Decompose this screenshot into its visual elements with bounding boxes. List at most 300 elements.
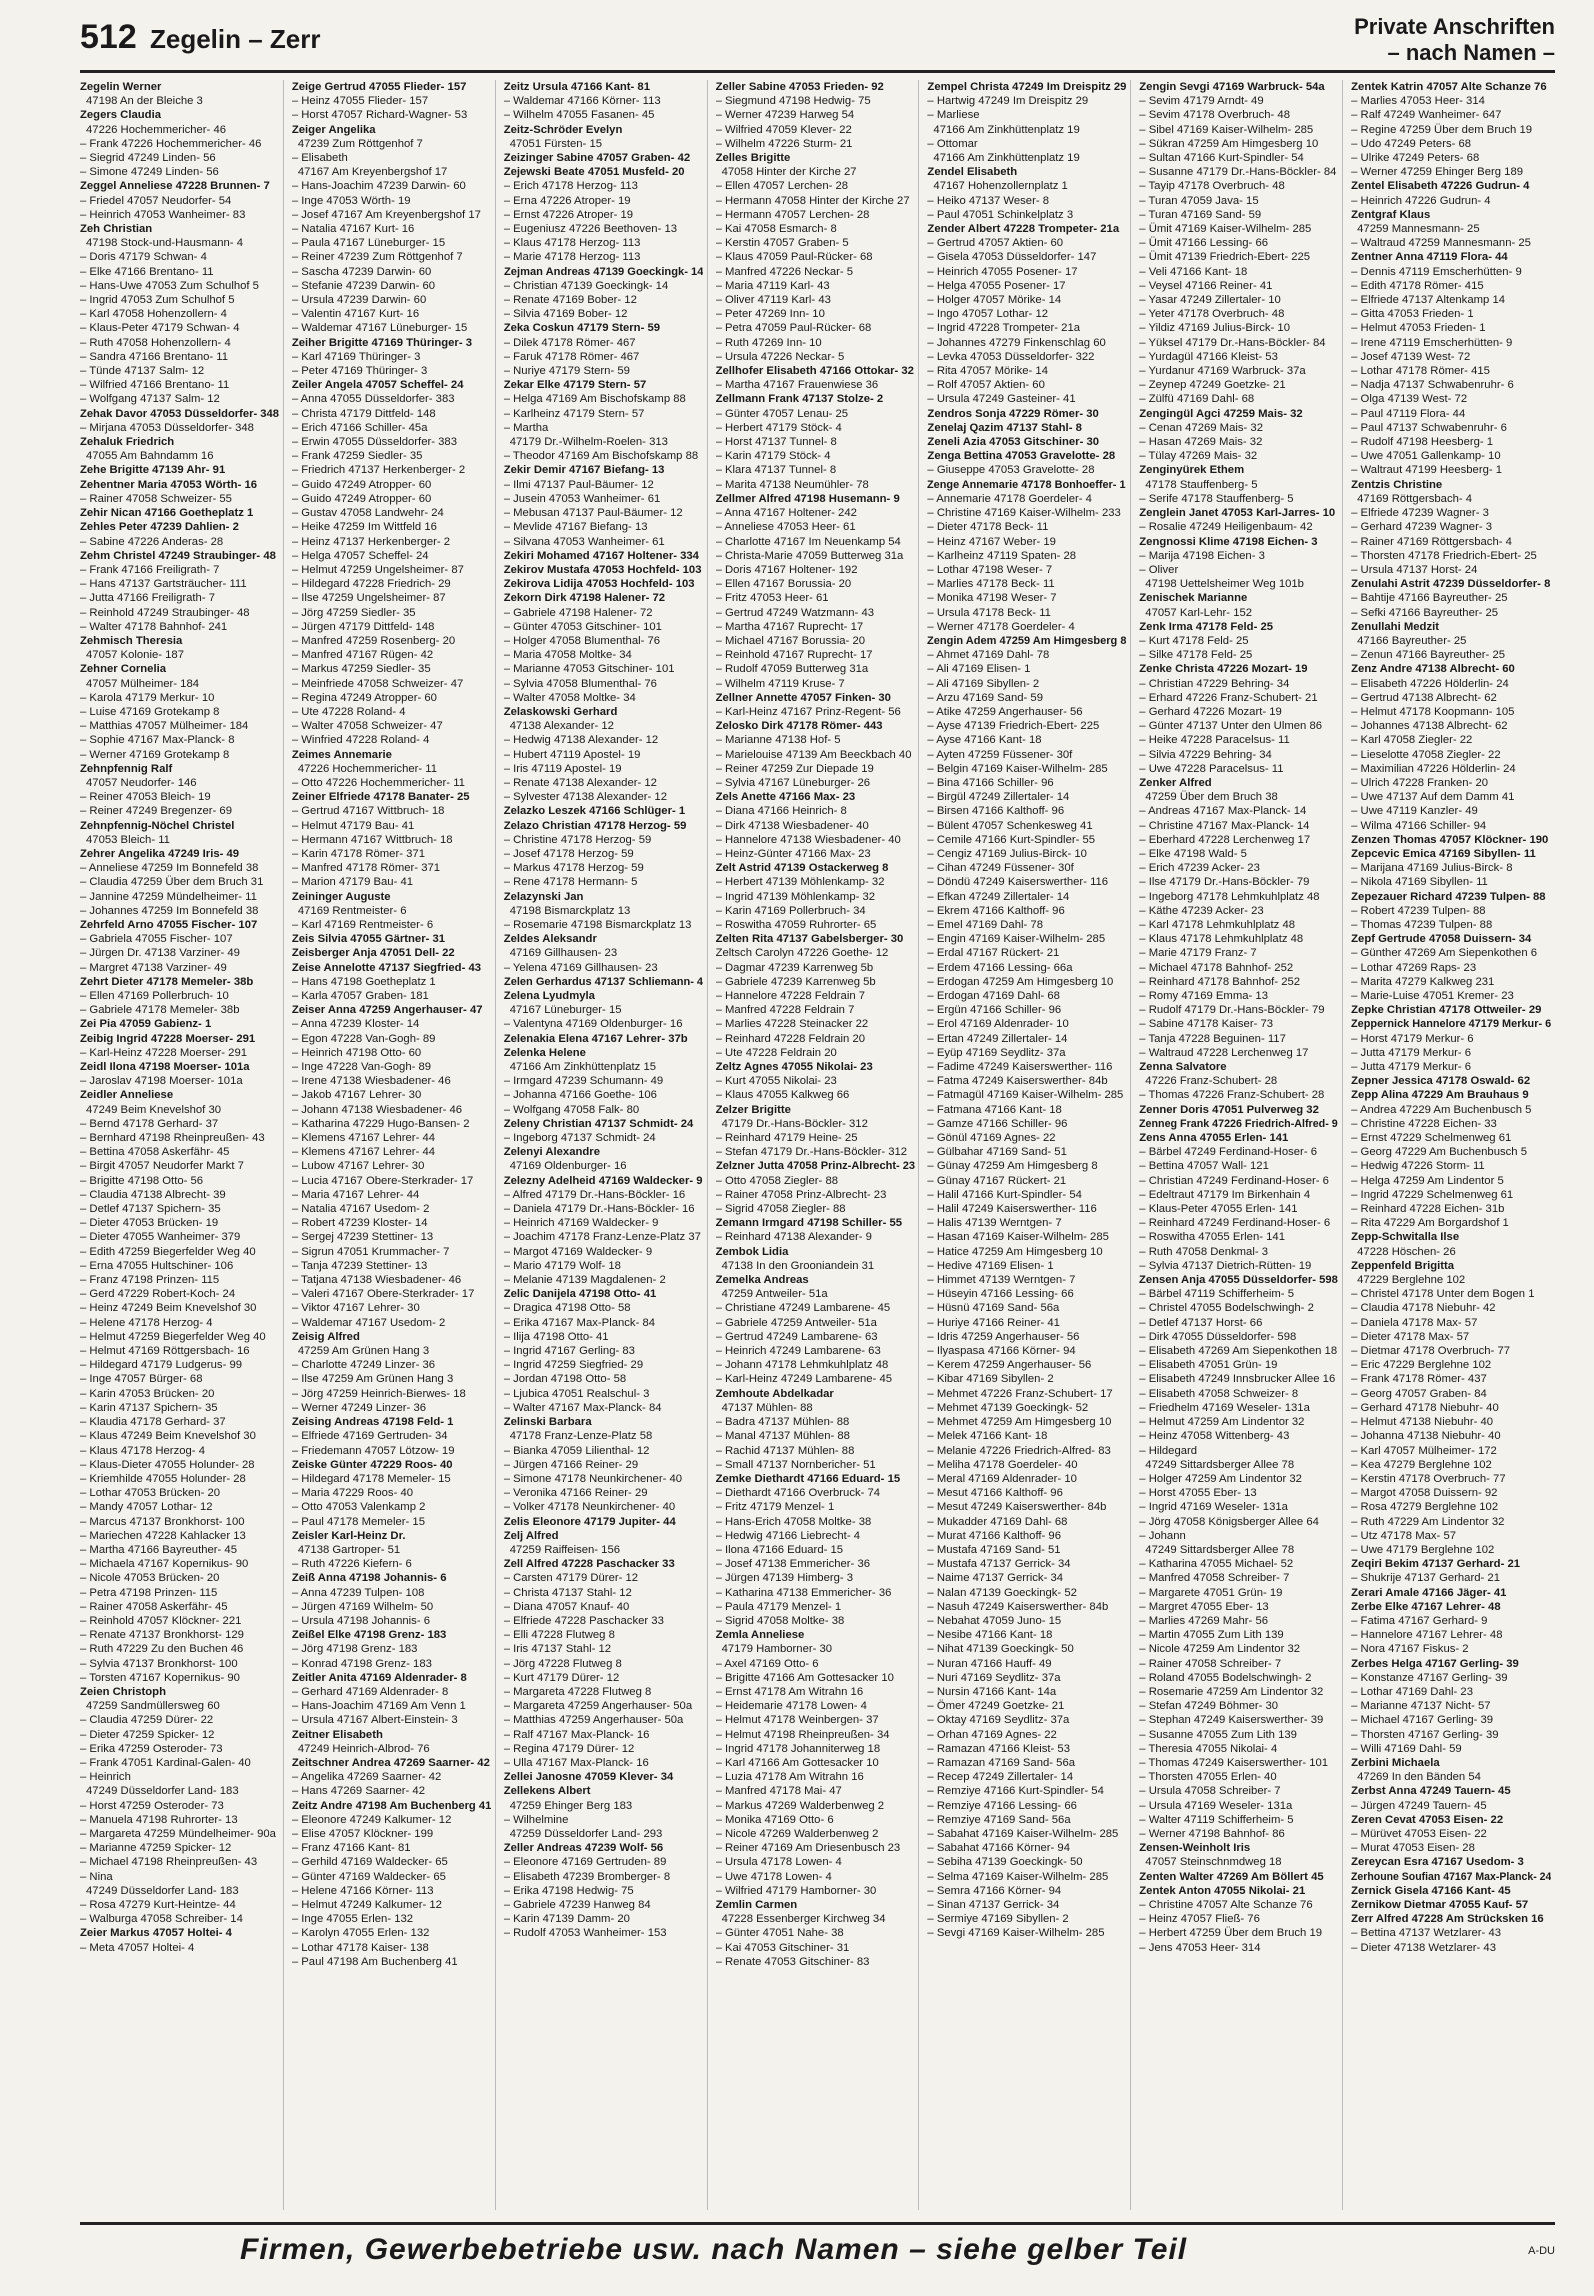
directory-entry: – Maria 47229 Roos- 40 [291,1487,414,1500]
directory-entry: – Diana 47057 Knauf- 40 [503,1600,630,1613]
directory-entry: – Erich 47178 Herzog- 113 [503,180,638,193]
directory-entry: – Kibar 47169 Sibyllen- 2 [927,1373,1054,1386]
directory-entry: – Marlies 47228 Steinacker 22 [715,1018,869,1031]
directory-entry: – Ursula 47058 Schreiber- 7 [1139,1785,1281,1798]
directory-name-heading: Zeise Annelotte 47137 Siegfried- 43 [291,961,482,974]
directory-entry: – Claudia 47259 Dürer- 22 [80,1714,214,1727]
directory-entry: – Tayip 47178 Overbruch- 48 [1139,180,1285,193]
directory-entry: – Reinhold 47057 Klöckner- 221 [80,1614,242,1627]
directory-entry: 47259 Ehinger Berg 183 [509,1799,633,1812]
directory-entry: 47249 Düsseldorfer Land- 183 [86,1785,239,1798]
directory-entry: 47259 Am Grünen Hang 3 [297,1345,430,1358]
directory-entry: – Elisabeth [291,152,348,165]
directory-entry: – Meta 47057 Holtei- 4 [80,1941,195,1954]
directory-entry: – Gerhild 47169 Waldecker- 65 [291,1856,448,1869]
directory-column [292,80,496,2210]
directory-entry: – Axel 47169 Otto- 6 [715,1657,819,1670]
directory-entry: – Gönül 47169 Agnes- 22 [927,1132,1056,1145]
directory-entry: – Semra 47166 Körner- 94 [927,1884,1062,1897]
directory-entry: 47198 An der Bleiche 3 [86,95,203,108]
directory-entry: – Eugeniusz 47226 Beethoven- 13 [503,223,678,236]
directory-entry: – Simone 47178 Neunkirchener- 40 [503,1472,683,1485]
directory-entry: – Roland 47055 Bodelschwingh- 2 [1139,1671,1312,1684]
directory-entry: – Holger 47058 Blumenthal- 76 [503,634,661,647]
directory-entry: – Gabriele 47239 Karrenweg 5b [715,975,876,988]
directory-entry: – Mehmet 47139 Goeckingk- 52 [927,1401,1089,1414]
directory-entry: – Fritz 47179 Menzel- 1 [715,1501,835,1514]
directory-entry: – Katharina 47138 Emmericher- 36 [715,1586,892,1599]
directory-entry: – Klaudia 47178 Gerhard- 37 [80,1416,226,1429]
directory-entry: – Karin 47178 Römer- 371 [291,847,425,860]
directory-entry: – Rainer 47058 Askerfähr- 45 [80,1600,228,1613]
directory-entry: – Mariechen 47228 Kahlacker 13 [80,1529,246,1542]
directory-name-heading: Zelen Gerhardus 47137 Schliemann- 4 [503,975,703,988]
directory-entry: – Mesut 47166 Kalthoff- 96 [927,1487,1063,1500]
directory-entry: – Helmut 47179 Bau- 41 [291,819,415,832]
directory-entry: – Ilse 47259 Am Grünen Hang 3 [291,1373,454,1386]
directory-name-heading: Zeitner Elisabeth [291,1728,383,1741]
directory-entry: – Christian 47139 Goeckingk- 14 [503,279,669,292]
directory-entry: – Klaus 47249 Beim Knevelshof 30 [80,1430,256,1443]
directory-entry: – Ayse 47166 Kant- 18 [927,734,1042,747]
directory-entry: – Yasar 47249 Zillertaler- 10 [1139,294,1281,307]
directory-entry: – Marie-Luise 47051 Kremer- 23 [1351,990,1514,1002]
directory-entry: – Viktor 47167 Lehrer- 30 [291,1302,420,1315]
directory-entry: – Elise 47057 Klöckner- 199 [291,1827,434,1840]
directory-entry: – Ruth 47269 Inn- 10 [715,336,822,349]
directory-entry: – Thomas 47249 Kaiserswerther- 101 [1139,1756,1329,1769]
directory-column [1351,80,1555,2210]
directory-entry: – Horst 47057 Richard-Wagner- 53 [291,109,468,122]
section-title-line1: Private Anschriften [1354,14,1555,39]
directory-entry: – Mustafa 47169 Sand- 51 [927,1543,1061,1556]
directory-entry: – Rainer 47058 Prinz-Albrecht- 23 [715,1188,887,1201]
directory-entry: – Michael 47178 Bahnhof- 252 [1139,961,1294,974]
directory-entry: – Josef 47138 Emmericher- 36 [715,1558,871,1571]
directory-entry: – Marija 47198 Eichen- 3 [1139,549,1265,562]
directory-entry: – Marianne 47138 Hof- 5 [715,734,841,747]
directory-entry: – Luzia 47178 Am Witrahn 16 [715,1771,864,1784]
directory-entry: – Ahmet 47169 Dahl- 78 [927,649,1050,662]
directory-name-heading: Zeggel Anneliese 47228 Brunnen- 7 [80,180,270,193]
directory-entry: – Jens 47053 Heer- 314 [1139,1941,1261,1954]
directory-entry: – Ertan 47249 Zillertaler- 14 [927,1032,1068,1045]
directory-entry: – Jutta 47166 Freiligrath- 7 [80,592,216,605]
directory-entry: – Marie 47179 Franz- 7 [1139,947,1257,960]
directory-name-heading: Zeitz Ursula 47166 Kant- 81 [503,81,650,93]
directory-entry: – Atike 47259 Angerhauser- 56 [927,705,1083,718]
directory-entry: – Uwe 47178 Lowen- 4 [715,1870,832,1883]
directory-entry: – Elisabeth 47058 Schweizer- 8 [1139,1387,1299,1400]
directory-entry: – Erna 47226 Atroper- 19 [503,194,631,207]
directory-entry: – Manfred 47226 Neckar- 5 [715,265,854,278]
directory-entry: – Ellen 47169 Pollerbruch- 10 [80,990,229,1002]
directory-entry: – Silvia 47169 Bober- 12 [503,308,628,321]
directory-entry: – Yeter 47178 Overbruch- 48 [1139,308,1285,321]
directory-entry: – Walburga 47058 Schreiber- 14 [80,1913,243,1926]
directory-entry: – Markus 47259 Siedler- 35 [291,663,431,676]
directory-entry: – Jürgen 47169 Wilhelm- 50 [291,1600,434,1613]
directory-entry: – Hüseyin 47166 Lessing- 66 [927,1288,1074,1301]
directory-entry: 47166 Bayreuther- 25 [1357,634,1467,647]
directory-entry: – Helmut 47053 Frieden- 1 [1351,322,1486,335]
directory-entry: – Alfred 47179 Dr.-Hans-Böckler- 16 [503,1188,686,1201]
directory-entry: – Jürgen Dr. 47138 Varziner- 49 [80,947,240,960]
directory-entry: – Bärbel 47119 Schifferheim- 5 [1139,1288,1294,1301]
directory-entry: – Rita 47229 Am Borgardshof 1 [1351,1217,1509,1230]
directory-entry: – Roswitha 47055 Erlen- 141 [1139,1231,1285,1244]
directory-entry: – Ursula 47137 Horst- 24 [1351,563,1478,576]
directory-entry: – Olga 47139 West- 72 [1351,393,1468,406]
directory-entry: – Hermann 47058 Hinter der Kirche 27 [715,194,910,207]
directory-entry: 47249 Sittardsberger Allee 78 [1145,1458,1295,1471]
directory-name-heading: Zell Alfred 47228 Paschacker 33 [503,1558,675,1571]
directory-entry: – Inge 47228 Van-Gogh- 89 [291,1061,432,1074]
directory-entry: – Uwe 47137 Auf dem Damm 41 [1351,791,1515,804]
directory-name-heading: Zelj Alfred [503,1529,559,1542]
directory-entry: – Ilse 47179 Dr.-Hans-Böckler- 79 [1139,876,1310,889]
directory-name-heading: Zelena Lyudmyla [503,990,595,1002]
directory-entry: – Reinhard 47228 Feldrain 20 [715,1032,866,1045]
directory-entry: – Ilyaspasa 47166 Körner- 94 [927,1345,1076,1358]
directory-entry: – Daniela 47179 Dr.-Hans-Böckler- 16 [503,1203,695,1216]
directory-entry: – Gitta 47053 Frieden- 1 [1351,308,1474,321]
directory-entry: – Willi 47169 Dahl- 59 [1351,1742,1462,1755]
directory-name-heading: Zeien Christoph [80,1685,166,1698]
directory-entry: – Karlheinz 47119 Spaten- 28 [927,549,1077,562]
directory-entry: – Claudia 47138 Albrecht- 39 [80,1188,226,1201]
directory-entry: – Utz 47178 Max- 57 [1351,1529,1457,1542]
directory-name-heading: Zentel Elisabeth 47226 Gudrun- 4 [1351,180,1530,193]
directory-entry: – Nebahat 47059 Juno- 15 [927,1614,1062,1627]
directory-name-heading: Zempel Christa 47249 Im Dreispitz 29 [927,81,1127,93]
directory-entry: – Ursula 47178 Beck- 11 [927,606,1051,619]
directory-entry: – Ulla 47167 Max-Planck- 16 [503,1756,649,1769]
directory-name-heading: Zentner Anna 47119 Flora- 44 [1351,251,1508,264]
directory-entry: – Tülay 47269 Mais- 32 [1139,450,1258,463]
directory-entry: 47053 Bleich- 11 [86,833,170,846]
directory-entry: 47169 Gillhausen- 23 [509,947,618,960]
directory-name-heading: Zepezauer Richard 47239 Tulpen- 88 [1351,890,1546,903]
directory-entry: – Michael 47167 Gerling- 39 [1351,1714,1494,1727]
directory-name-heading: Zendel Elisabeth [927,166,1018,179]
directory-entry: – Ingrid 47139 Möhlenkamp- 32 [715,890,876,903]
directory-name-heading: Zelazo Christian 47178 Herzog- 59 [503,819,687,832]
directory-entry: – Hasan 47269 Mais- 32 [1139,436,1263,449]
directory-entry: – Erdal 47167 Rückert- 21 [927,947,1060,960]
directory-entry: – Andrea 47229 Am Buchenbusch 5 [1351,1103,1532,1116]
directory-name-heading: Zelazynski Jan [503,890,584,903]
directory-entry: – Rudolf 47198 Heesberg- 1 [1351,436,1494,449]
directory-name-heading: Zemann Irmgard 47198 Schiller- 55 [715,1217,903,1230]
directory-entry: – Ingrid 47167 Gerling- 83 [503,1345,635,1358]
directory-entry: – Margareta 47259 Angerhauser- 50a [503,1700,693,1713]
directory-entry: – Mürüvet 47053 Eisen- 22 [1351,1827,1487,1840]
directory-entry: – Martin 47055 Zum Lith 139 [1139,1629,1284,1642]
directory-entry: 47057 Mülheimer- 184 [86,677,200,690]
directory-entry: – Karl 47169 Rentmeister- 6 [291,918,434,931]
directory-entry: – Cihan 47249 Füssener- 30f [927,862,1074,875]
directory-entry: – Sefki 47166 Bayreuther- 25 [1351,606,1499,619]
directory-entry: 47226 Franz-Schubert- 28 [1145,1075,1278,1088]
directory-entry: – Valentin 47167 Kurt- 16 [291,308,420,321]
directory-entry: – Waldemar 47167 Lüneburger- 15 [291,322,468,335]
directory-name-heading: Zerbst Anna 47249 Tauern- 45 [1351,1785,1511,1798]
directory-entry: 47228 Essenberger Kirchweg 34 [721,1913,886,1926]
directory-entry: – Rosemarie 47259 Am Lindentor 32 [1139,1685,1324,1698]
directory-entry: – Matthias 47259 Angerhauser- 50a [503,1714,684,1727]
directory-entry: 47249 Sittardsberger Allee 78 [1145,1543,1295,1556]
directory-entry: – Ralf 47249 Wanheimer- 647 [1351,109,1502,122]
directory-entry: – Margret 47055 Eber- 13 [1139,1600,1269,1613]
directory-entry: – Ingeborg 47178 Lehmkuhlplatz 48 [1139,890,1320,903]
directory-entry: – Wilfried 47179 Hamborner- 30 [715,1884,877,1897]
directory-entry: – Joachim 47178 Franz-Lenze-Platz 37 [503,1231,701,1244]
directory-entry: – Ingrid 47228 Trompeter- 21a [927,322,1081,335]
directory-entry: – Ursula 47169 Weseler- 131a [1139,1799,1293,1812]
directory-name-heading: Zenz Andre 47138 Albrecht- 60 [1351,663,1515,676]
directory-entry: – Sinan 47137 Gerrick- 34 [927,1899,1060,1911]
directory-entry: – Nicole 47269 Walderbenweg 2 [715,1827,879,1840]
directory-entry: 47249 Heinrich-Albrod- 76 [297,1742,430,1755]
directory-entry: – Uwe 47119 Kanzler- 49 [1351,805,1478,818]
directory-entry: – Anneliese 47259 Im Bonnefeld 38 [80,862,259,875]
directory-entry: – Ilija 47198 Otto- 41 [503,1330,609,1343]
directory-name-heading: Zeh Christian [80,223,153,236]
directory-entry: – Valeri 47167 Obere-Sterkrader- 17 [291,1288,475,1301]
directory-entry: – Horst 47055 Eber- 13 [1139,1487,1257,1500]
directory-entry: – Remziye 47166 Lessing- 66 [927,1799,1077,1812]
directory-name-heading: Zensen Anja 47055 Düsseldorfer- 598 [1139,1274,1339,1287]
directory-entry: – Elfriede 47228 Paschacker 33 [503,1614,664,1627]
directory-entry: – Klara 47137 Tunnel- 8 [715,464,837,477]
directory-entry: – Michael 47167 Borussia- 20 [715,634,866,647]
directory-entry: – Inge 47055 Erlen- 132 [291,1913,414,1926]
directory-entry: – Bina 47166 Schiller- 96 [927,776,1054,789]
directory-name-heading: Zelt Astrid 47139 Ostackerweg 8 [715,862,889,875]
directory-entry: – Regine 47259 Über dem Bruch 19 [1351,123,1533,136]
directory-entry: – Renate 47053 Gitschiner- 83 [715,1955,870,1968]
directory-entry: – Heinz 47055 Flieder- 157 [291,95,429,108]
directory-name-heading: Zender Albert 47228 Trompeter- 21a [927,223,1120,236]
directory-entry: – Veli 47166 Kant- 18 [1139,265,1248,278]
directory-entry: – Remziye 47166 Kurt-Spindler- 54 [927,1785,1104,1798]
directory-entry: – Frank 47051 Kardinal-Galen- 40 [80,1756,251,1769]
directory-entry: 47138 Alexander- 12 [509,720,614,733]
directory-entry: – Rene 47178 Hermann- 5 [503,876,638,889]
directory-entry: – Jannine 47259 Mündelheimer- 11 [80,890,257,903]
directory-entry: – Yildiz 47169 Julius-Birck- 10 [1139,322,1290,335]
directory-name-heading: Zekir Demir 47167 Biefang- 13 [503,464,665,477]
directory-entry: – Sylvia 47058 Blumenthal- 76 [503,677,657,690]
directory-entry: – Martha 47167 Frauenwiese 36 [715,379,879,392]
directory-entry: – Klemens 47167 Lehrer- 44 [291,1132,436,1145]
directory-name-heading: Zeren Cevat 47053 Eisen- 22 [1351,1813,1504,1826]
directory-entry: – Veysel 47166 Reiner- 41 [1139,279,1273,292]
directory-name-heading: Zelten Rita 47137 Gabelsberger- 30 [715,933,904,946]
directory-entry: – Waldemar 47167 Usedom- 2 [291,1316,446,1329]
directory-name-heading: Zelazko Leszek 47166 Schlüger- 1 [503,805,686,818]
directory-entry: – Marielouise 47139 Am Beeckbach 40 [715,748,912,761]
directory-entry: – Helmut 47259 Am Lindentor 32 [1139,1416,1305,1429]
directory-entry: – Hans 47137 Gartsträucher- 111 [80,578,247,591]
directory-entry: – Nadja 47137 Schwabenruhr- 6 [1351,379,1514,392]
directory-entry: – Otto 47226 Hochemmericher- 11 [291,776,465,789]
directory-entry: – Anna 47239 Tulpen- 108 [291,1586,425,1599]
directory-entry: – Natalia 47167 Usedom- 2 [291,1203,430,1216]
directory-name-heading: Zens Anna 47055 Erlen- 141 [1139,1132,1289,1145]
directory-entry: – Heinrich 47169 Waldecker- 9 [503,1217,659,1230]
directory-entry: – Markus 47178 Herzog- 59 [503,862,644,875]
directory-name-heading: Zeis Silvia 47055 Gärtner- 31 [291,933,446,946]
directory-entry: – Gabriele 47239 Hanweg 84 [503,1899,651,1911]
directory-name-heading: Zenginyürek Ethem [1139,464,1245,477]
directory-name-heading: Zeige Gertrud 47055 Flieder- 157 [291,81,467,93]
directory-entry: – Christel 47178 Unter dem Bogen 1 [1351,1288,1535,1301]
directory-entry: – Anna 47055 Düsseldorfer- 383 [291,393,455,406]
directory-entry: – Manfred 47167 Rügen- 42 [291,649,434,662]
directory-entry: – Edith 47259 Biegerfelder Weg 40 [80,1245,256,1258]
directory-entry: – Manuela 47198 Ruhrorter- 13 [80,1813,238,1826]
directory-entry: – Gerhard 47239 Wagner- 3 [1351,521,1493,534]
directory-entry: – Nuran 47166 Hauff- 49 [927,1657,1052,1670]
directory-entry: – Maximilian 47226 Hölderlin- 24 [1351,762,1516,775]
directory-name-heading: Zeisberger Anja 47051 Dell- 22 [291,947,455,960]
directory-entry: – Manfred 47178 Mai- 47 [715,1785,842,1798]
directory-entry: – Klaus 47055 Kalkweg 66 [715,1089,850,1102]
directory-entry: – Reinhard 47249 Ferdinand-Hoser- 6 [1139,1217,1331,1230]
directory-name-heading: Zengnossi Klime 47198 Eichen- 3 [1139,535,1318,548]
directory-name-heading: Zejman Andreas 47139 Goeckingk- 14 [503,265,703,278]
directory-entry: – Konrad 47198 Grenz- 183 [291,1657,432,1670]
directory-entry: – Zenun 47166 Bayreuther- 25 [1351,649,1506,662]
directory-entry: – Karin 47137 Spichern- 35 [80,1401,218,1414]
directory-entry: – Efkan 47249 Zillertaler- 14 [927,890,1070,903]
directory-entry: – Diethardt 47166 Overbruck- 74 [715,1487,881,1500]
directory-entry: – Halil 47166 Kurt-Spindler- 54 [927,1188,1082,1201]
directory-name-heading: Zepf Gertrude 47058 Duissern- 34 [1351,933,1532,946]
directory-name-heading: Zellmer Alfred 47198 Husemann- 9 [715,492,900,505]
directory-entry: 47178 Stauffenberg- 5 [1145,478,1258,491]
directory-entry: – Bülent 47057 Schenkesweg 41 [927,819,1093,832]
directory-entry: – Turan 47059 Java- 15 [1139,194,1259,207]
page-header [80,12,1555,73]
section-title-line2: – nach Namen – [1387,40,1555,65]
directory-entry: – Christiane 47249 Lambarene- 45 [715,1302,891,1315]
directory-name-heading: Zelezny Adelheid 47169 Waldecker- 9 [503,1174,703,1187]
directory-entry: – Karolyn 47055 Erlen- 132 [291,1927,430,1940]
directory-entry: – Susanne 47179 Dr.-Hans-Böckler- 84 [1139,166,1337,179]
directory-entry: 47137 Mühlen- 88 [721,1401,813,1414]
directory-entry: – Dirk 47055 Düsseldorfer- 598 [1139,1330,1297,1343]
directory-entry: 47269 In den Bänden 54 [1357,1771,1481,1784]
directory-column [716,80,920,2210]
directory-entry: – Manfred 47058 Schreiber- 7 [1139,1572,1290,1585]
directory-entry: – Winfried 47228 Roland- 4 [291,734,430,747]
directory-entry: – Monika 47198 Weser- 7 [927,592,1057,605]
directory-entry: – Manfred 47178 Römer- 371 [291,862,441,875]
directory-entry: 47259 Düsseldorfer Land- 293 [509,1827,663,1840]
directory-entry: – Walter 47058 Schweizer- 47 [291,720,443,733]
directory-name-heading: Zenker Alfred [1139,776,1212,789]
directory-entry: – Hannelore 47138 Wiesbadener- 40 [715,833,901,846]
directory-entry: – Ellen 47057 Lerchen- 28 [715,180,849,193]
directory-name-heading: Zels Anette 47166 Max- 23 [715,791,856,804]
directory-entry: – Engin 47169 Kaiser-Wilhelm- 285 [927,933,1106,946]
directory-entry: – Ursula 47239 Darwin- 60 [291,294,427,307]
directory-entry: – Susanne 47055 Zum Lith 139 [1139,1728,1297,1741]
directory-entry: – Margot 47169 Waldecker- 9 [503,1245,653,1258]
directory-entry: – Günter 47057 Lenau- 25 [715,407,849,420]
directory-entry: – Waltraut 47199 Heesberg- 1 [1351,464,1503,477]
directory-entry: – Walter 47058 Moltke- 34 [503,691,636,704]
directory-entry: – Karlheinz 47179 Stern- 57 [503,407,645,420]
directory-name-heading: Zellmann Frank 47137 Stolze- 2 [715,393,884,406]
directory-entry: – Kriemhilde 47055 Holunder- 28 [80,1472,246,1485]
directory-name-heading: Zellhofer Elisabeth 47166 Ottokar- 32 [715,365,914,378]
directory-entry: – Iris 47137 Stahl- 12 [503,1643,612,1656]
directory-entry: – Otto 47053 Valenkamp 2 [291,1501,426,1514]
directory-entry: – Sevim 47178 Overbruch- 48 [1139,109,1290,122]
directory-entry: 47178 Franz-Lenze-Platz 58 [509,1430,653,1443]
directory-entry: – Theodor 47169 Am Bischofskamp 88 [503,450,699,463]
directory-name-heading: Zenullahi Medzit [1351,620,1440,633]
directory-entry: – Stefanie 47239 Darwin- 60 [291,279,436,292]
directory-name-heading: Zerbe Elke 47167 Lehrer- 48 [1351,1600,1501,1613]
directory-entry: – Marianne 47137 Nicht- 57 [1351,1700,1491,1713]
section-title [1354,14,1555,66]
directory-entry: – Melek 47166 Kant- 18 [927,1430,1048,1443]
directory-entry: – Reinhold 47167 Ruprecht- 17 [715,649,873,662]
directory-entry: – Erdem 47166 Lessing- 66a [927,961,1073,974]
directory-entry: – Stefan 47249 Böhmer- 30 [1139,1700,1279,1713]
directory-entry: – Mevlide 47167 Biefang- 13 [503,521,648,534]
directory-entry: – Günay 47167 Rückert- 21 [927,1174,1067,1187]
directory-entry: – Walter 47178 Bahnhof- 241 [80,620,228,633]
directory-entry: – Levka 47053 Düsseldorfer- 322 [927,350,1095,363]
directory-name-heading: Zeitz-Schröder Evelyn [503,123,623,136]
directory-entry: – Sylvia 47137 Bronkhorst- 100 [80,1657,238,1670]
directory-entry: – Ingrid 47259 Siegfried- 29 [503,1359,644,1372]
directory-name-heading: Zernick Gisela 47166 Kant- 45 [1351,1884,1511,1897]
directory-name-heading: Zehak Davor 47053 Düsseldorfer- 348 [80,407,279,420]
directory-entry: – Erna 47055 Hultschiner- 106 [80,1259,234,1272]
directory-entry: – Martha 47166 Bayreuther- 45 [80,1543,237,1556]
directory-entry: – Frank 47226 Hochemmericher- 46 [80,137,262,150]
directory-entry: – Helmut 47169 Röttgersbach- 16 [80,1345,250,1358]
directory-entry: – Ursula 47178 Lowen- 4 [715,1856,842,1869]
directory-entry: – Charlotte 47167 Im Neuenkamp 54 [715,535,901,548]
directory-entry: – Bernhard 47198 Rheinpreußen- 43 [80,1132,265,1145]
directory-entry: – Sigrun 47051 Krummacher- 7 [291,1245,450,1258]
directory-entry: – Manal 47137 Mühlen- 88 [715,1430,850,1443]
directory-entry: 47057 Neudorfer- 146 [86,776,197,789]
directory-entry: – Kerstin 47057 Graben- 5 [715,237,849,250]
directory-entry: – Melanie 47226 Friedrich-Alfred- 83 [927,1444,1111,1457]
directory-entry: – Petra 47059 Paul-Rücker- 68 [715,322,872,335]
directory-name-heading: Zelinski Barbara [503,1416,592,1429]
directory-entry: – Klaus-Peter 47055 Erlen- 141 [1139,1203,1298,1216]
directory-entry: – Elke 47198 Wald- 5 [1139,847,1247,860]
directory-entry: – Elli 47228 Flutweg 8 [503,1629,615,1642]
directory-entry: – Frank 47166 Freiligrath- 7 [80,563,220,576]
directory-entry: – Dragica 47198 Otto- 58 [503,1302,631,1315]
directory-entry: – Johanna 47166 Goethe- 106 [503,1089,657,1102]
directory-name-heading: Zeqiri Bekim 47137 Gerhard- 21 [1351,1558,1521,1571]
directory-entry: – Eyüp 47169 Seydlitz- 37a [927,1046,1066,1059]
directory-entry: – Gabriele 47198 Halener- 72 [503,606,653,619]
directory-name-heading: Zengin Sevgi 47169 Warbruck- 54a [1139,81,1325,93]
